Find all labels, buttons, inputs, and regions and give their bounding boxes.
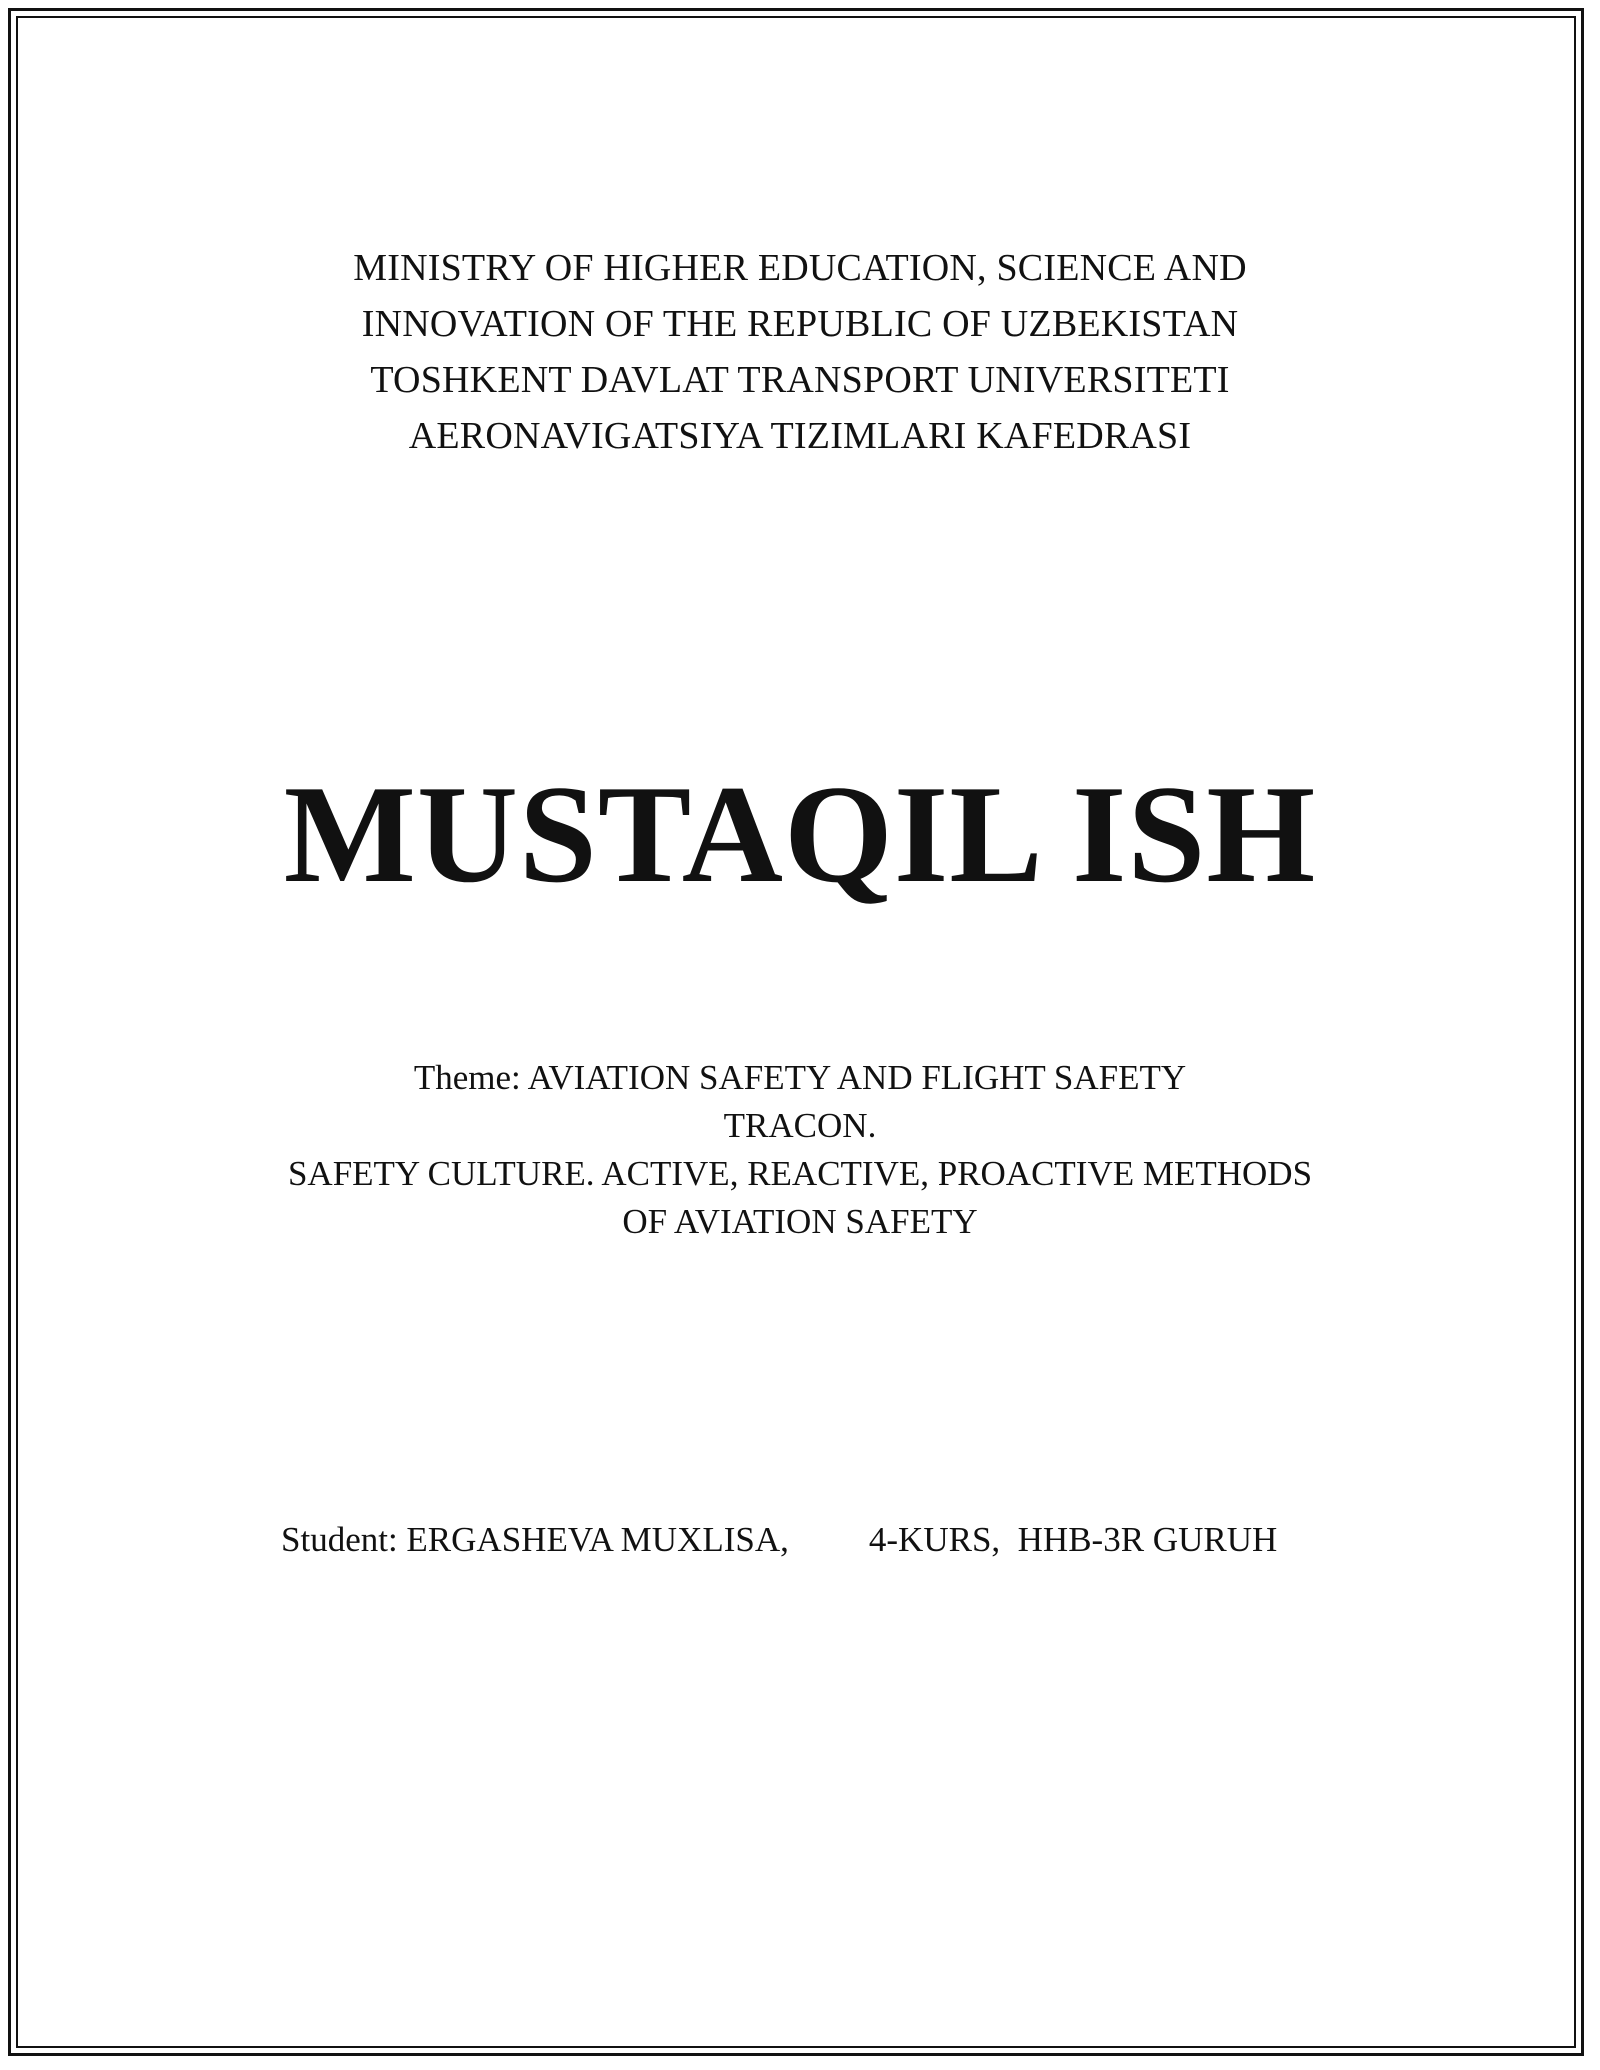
institution-header — [0, 240, 1600, 464]
student-name: Student: ERGASHEVA MUXLISA, — [281, 1520, 789, 1559]
student-course-group: 4-KURS, HHB-3R GURUH — [868, 1520, 1278, 1559]
header-line-university: TOSHKENT DAVLAT TRANSPORT UNIVERSITETI — [370, 359, 1230, 401]
theme-line-4: OF AVIATION SAFETY — [622, 1202, 978, 1241]
document-title: MUSTAQIL ISH — [283, 757, 1317, 912]
theme-line-2: TRACON. — [723, 1106, 877, 1145]
theme-line-1: Theme: AVIATION SAFETY AND FLIGHT SAFETY — [413, 1058, 1187, 1097]
header-line-ministry-1: MINISTRY OF HIGHER EDUCATION, SCIENCE AND — [353, 247, 1247, 289]
theme-block — [0, 1054, 1600, 1246]
theme-line-3: SAFETY CULTURE. ACTIVE, REACTIVE, PROACTIVE METHODS — [287, 1154, 1313, 1193]
student-info — [281, 1516, 1277, 1564]
header-line-ministry-2: INNOVATION OF THE REPUBLIC OF UZBEKISTAN — [361, 303, 1239, 345]
header-line-department: AERONAVIGATSIYA TIZIMLARI KAFEDRASI — [408, 415, 1192, 457]
